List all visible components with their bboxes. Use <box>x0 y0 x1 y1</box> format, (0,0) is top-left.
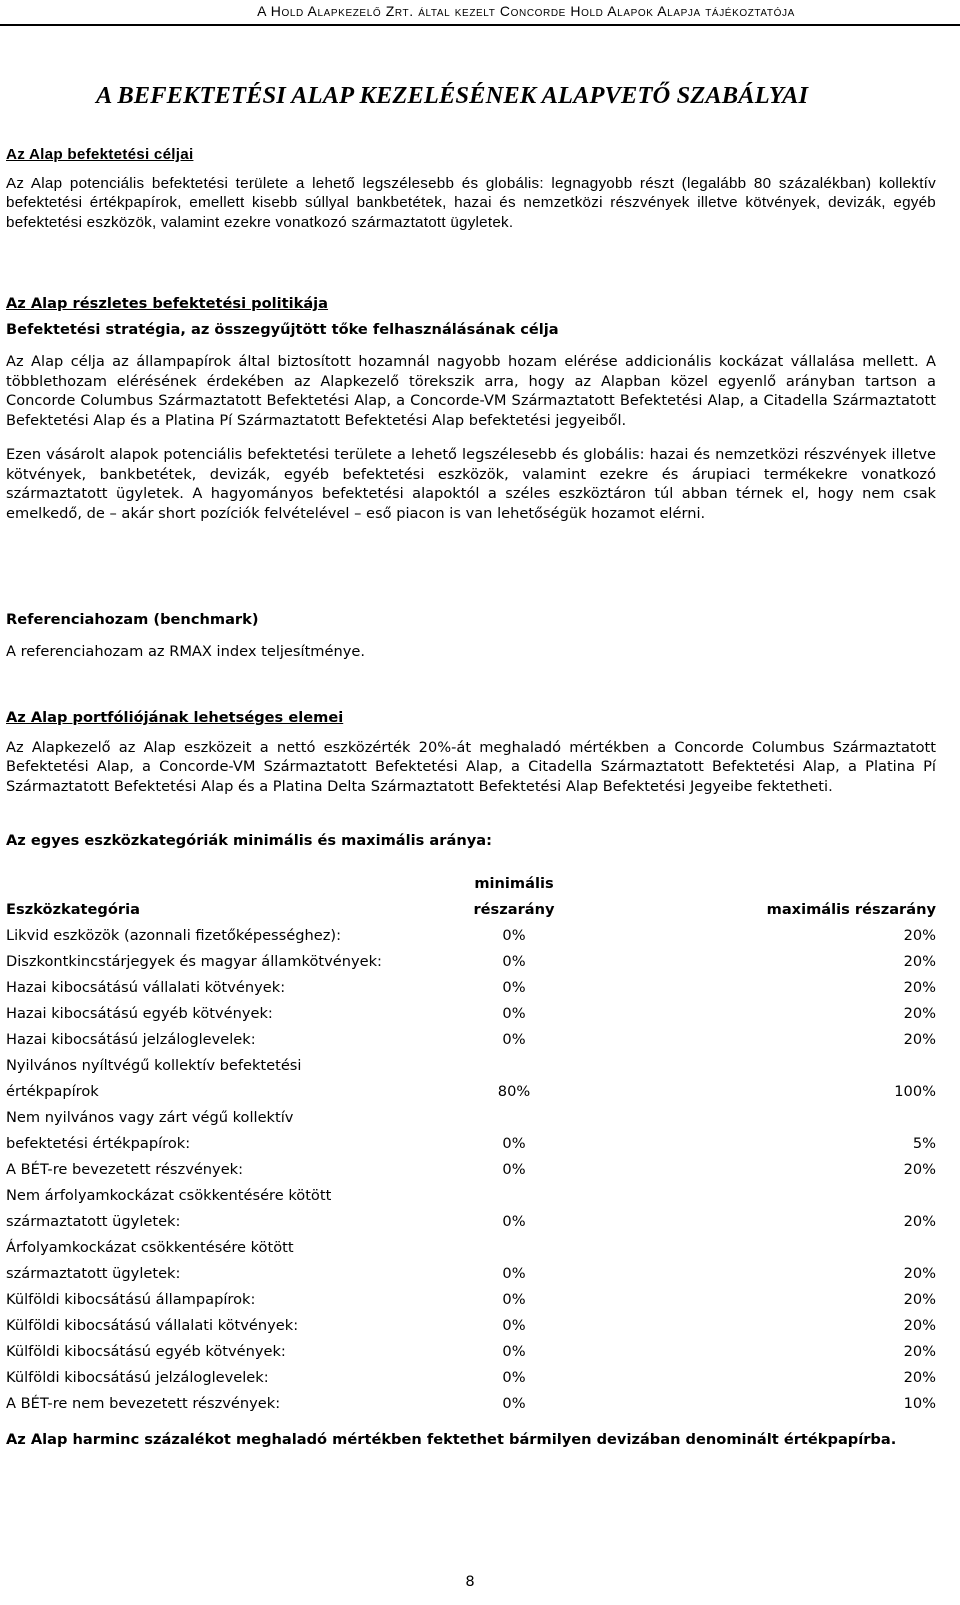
row-category <box>6 1287 436 1313</box>
row-max: 20% <box>903 979 936 996</box>
row-max: 20% <box>903 927 936 944</box>
table-row <box>6 1391 948 1417</box>
row-category-line: Diszkontkincstárjegyek és magyar államkötvények: <box>6 953 382 970</box>
row-category <box>6 1391 436 1417</box>
table-header-row <box>6 871 948 923</box>
portfolio-section <box>6 708 936 796</box>
table-row <box>6 1157 948 1183</box>
row-max: 20% <box>903 1213 936 1230</box>
table-row <box>6 1053 948 1105</box>
row-category <box>6 1053 436 1105</box>
row-category <box>6 1339 436 1365</box>
row-category-line: Hazai kibocsátású egyéb kötvények: <box>6 1005 273 1022</box>
column-header-max: maximális részarány <box>766 901 936 918</box>
row-category-line: befektetési értékpapírok: <box>6 1135 191 1152</box>
row-min: 0% <box>502 1291 526 1308</box>
table-row <box>6 923 948 949</box>
currency-note: Az Alap harminc százalékot meghaladó mértékben fektethet bármilyen devizában denominált értékpapírba. <box>6 1431 897 1448</box>
row-category-line: Külföldi kibocsátású vállalati kötvények: <box>6 1317 299 1334</box>
row-min: 0% <box>502 953 526 970</box>
table-row <box>6 1287 948 1313</box>
page-number: 8 <box>465 1573 475 1590</box>
row-min: 0% <box>502 1265 526 1282</box>
row-min: 0% <box>502 1161 526 1178</box>
row-category-line: Likvid eszközök (azonnali fizetőképességhez): <box>6 927 342 944</box>
row-category <box>6 1157 436 1183</box>
row-min: 0% <box>502 1005 526 1022</box>
table-body <box>6 923 948 1417</box>
row-min: 0% <box>502 1369 526 1386</box>
row-min: 0% <box>502 1317 526 1334</box>
row-category <box>6 1105 436 1157</box>
running-header: A Hold Alapkezelő Zrt. által kezelt Concorde Hold Alapok Alapja tájékoztatója <box>257 3 795 19</box>
page-title: A BEFEKTETÉSI ALAP KEZELÉSÉNEK ALAPVETŐ SZABÁLYAI <box>96 82 809 109</box>
row-max: 20% <box>903 1265 936 1282</box>
row-min: 80% <box>497 1083 531 1100</box>
row-max: 20% <box>903 1369 936 1386</box>
row-category-line: származtatott ügyletek: <box>6 1265 181 1282</box>
row-category <box>6 1313 436 1339</box>
column-header-category: Eszközkategória <box>6 901 140 918</box>
row-category <box>6 1027 436 1053</box>
row-max: 20% <box>903 953 936 970</box>
table-row <box>6 949 948 975</box>
row-category-line: A BÉT-re nem bevezetett részvények: <box>6 1395 281 1412</box>
table-row <box>6 1027 948 1053</box>
row-category <box>6 1365 436 1391</box>
row-category-line: értékpapírok <box>6 1083 99 1100</box>
asset-allocation-table <box>6 871 948 1417</box>
row-category <box>6 949 436 975</box>
policy-para1: Az Alap célja az állampapírok által biztosított hozamnál nagyobb hozam elérése addicionális kockázat vállalása mellett. A többlethozam elérésének érdekében az Alapkezelő törekszik arra, hogy az Alapban közel egyenlő arányban tartson a Concorde Columbus Származtatott Befektetési Alap, a Concorde-VM Származtatott Befektetési Alap, a Citadella Származtatott Befektetési Alap és a Platina Pí Származtatott Befektetési Alap befektetési jegyeiből. <box>6 353 936 429</box>
goals-heading: Az Alap befektetési céljai <box>6 146 194 163</box>
row-category-line: Külföldi kibocsátású állampapírok: <box>6 1291 256 1308</box>
row-min: 0% <box>502 927 526 944</box>
header-rule <box>0 24 960 26</box>
row-category <box>6 1183 436 1235</box>
row-category-line: Nem nyilvános vagy zárt végű kollektív <box>6 1109 294 1126</box>
table-heading: Az egyes eszközkategóriák minimális és maximális aránya: <box>6 832 492 849</box>
row-max: 10% <box>903 1395 936 1412</box>
row-category-line: Nem árfolyamkockázat csökkentésére kötött <box>6 1187 332 1204</box>
table-heading-block <box>6 831 936 851</box>
table-row <box>6 1313 948 1339</box>
row-category <box>6 975 436 1001</box>
benchmark-heading: Referenciahozam (benchmark) <box>6 611 259 628</box>
row-category-line: származtatott ügyletek: <box>6 1213 181 1230</box>
row-max: 20% <box>903 1005 936 1022</box>
row-min: 0% <box>502 1135 526 1152</box>
row-category-line: Nyilvános nyíltvégű kollektív befektetési <box>6 1057 302 1074</box>
row-category-line: Hazai kibocsátású jelzáloglevelek: <box>6 1031 256 1048</box>
row-category-line: A BÉT-re bevezetett részvények: <box>6 1161 244 1178</box>
table-row <box>6 1001 948 1027</box>
benchmark-section <box>6 610 936 661</box>
row-max: 20% <box>903 1343 936 1360</box>
row-min: 0% <box>502 1213 526 1230</box>
row-max: 20% <box>903 1317 936 1334</box>
row-max: 100% <box>894 1083 936 1100</box>
goals-text: Az Alap potenciális befektetési területe a lehető legszélesebb és globális: legnagyobb részt (legalább 80 százalékban) kollektív befektetési értékpapírok, emellett kisebb súllyal bankbetétek, hazai és nemzetközi részvények illetve kötvények, devizák, egyéb befektetési eszközök, valamint ezekre vonatkozó származtatott ügyletek. <box>6 174 936 231</box>
row-min: 0% <box>502 1031 526 1048</box>
policy-heading: Az Alap részletes befektetési politikája <box>6 295 329 312</box>
policy-para2: Ezen vásárolt alapok potenciális befektetési területe a lehető legszélesebb és globális: hazai és nemzetközi részvények illetve kötvények, bankbetétek, devizák, egyéb befektetési eszközök, valamint ezekre és árupiaci termékekre vonatkozó származtatott ügyletek. A hagyományos befektetési alapoktól a széles eszköztáron túl abban térnek el, hogy nem csak emelkedő, de – akár short pozíciók felvételével – eső piacon is van lehetőségük hozamot elérni. <box>6 446 936 522</box>
row-category <box>6 923 436 949</box>
row-min: 0% <box>502 1343 526 1360</box>
table-row <box>6 1105 948 1157</box>
row-category <box>6 1235 436 1287</box>
table-row <box>6 1339 948 1365</box>
table-row <box>6 1183 948 1235</box>
row-category <box>6 1001 436 1027</box>
row-category-line: Külföldi kibocsátású egyéb kötvények: <box>6 1343 286 1360</box>
row-min: 0% <box>502 1395 526 1412</box>
column-header-min: minimális részarány <box>473 875 555 918</box>
row-category-line: Külföldi kibocsátású jelzáloglevelek: <box>6 1369 269 1386</box>
benchmark-text: A referenciahozam az RMAX index teljesítménye. <box>6 642 365 660</box>
table-row <box>6 975 948 1001</box>
portfolio-text: Az Alapkezelő az Alap eszközeit a nettó eszközérték 20%-át meghaladó mértékben a Concorde Columbus Származtatott Befektetési Alap, a Concorde-VM Származtatott Befektetési Alap, a Citadella Származtatott Befektetési Alap, a Platina Pí Származtatott Befektetési Alap és a Platina Delta Származtatott Befektetési Alap Befektetési Jegyeibe fektetheti. <box>6 738 936 795</box>
row-max: 20% <box>903 1291 936 1308</box>
row-max: 20% <box>903 1031 936 1048</box>
row-category-line: Hazai kibocsátású vállalati kötvények: <box>6 979 286 996</box>
goals-section <box>6 145 936 232</box>
policy-section <box>6 294 936 523</box>
table-row <box>6 1235 948 1287</box>
table-row <box>6 1365 948 1391</box>
row-min: 0% <box>502 979 526 996</box>
row-max: 5% <box>912 1135 936 1152</box>
row-max: 20% <box>903 1161 936 1178</box>
portfolio-heading: Az Alap portfóliójának lehetséges elemei <box>6 709 344 726</box>
row-category-line: Árfolyamkockázat csökkentésére kötött <box>6 1239 294 1256</box>
policy-subheading: Befektetési stratégia, az összegyűjtött tőke felhasználásának célja <box>6 320 559 338</box>
